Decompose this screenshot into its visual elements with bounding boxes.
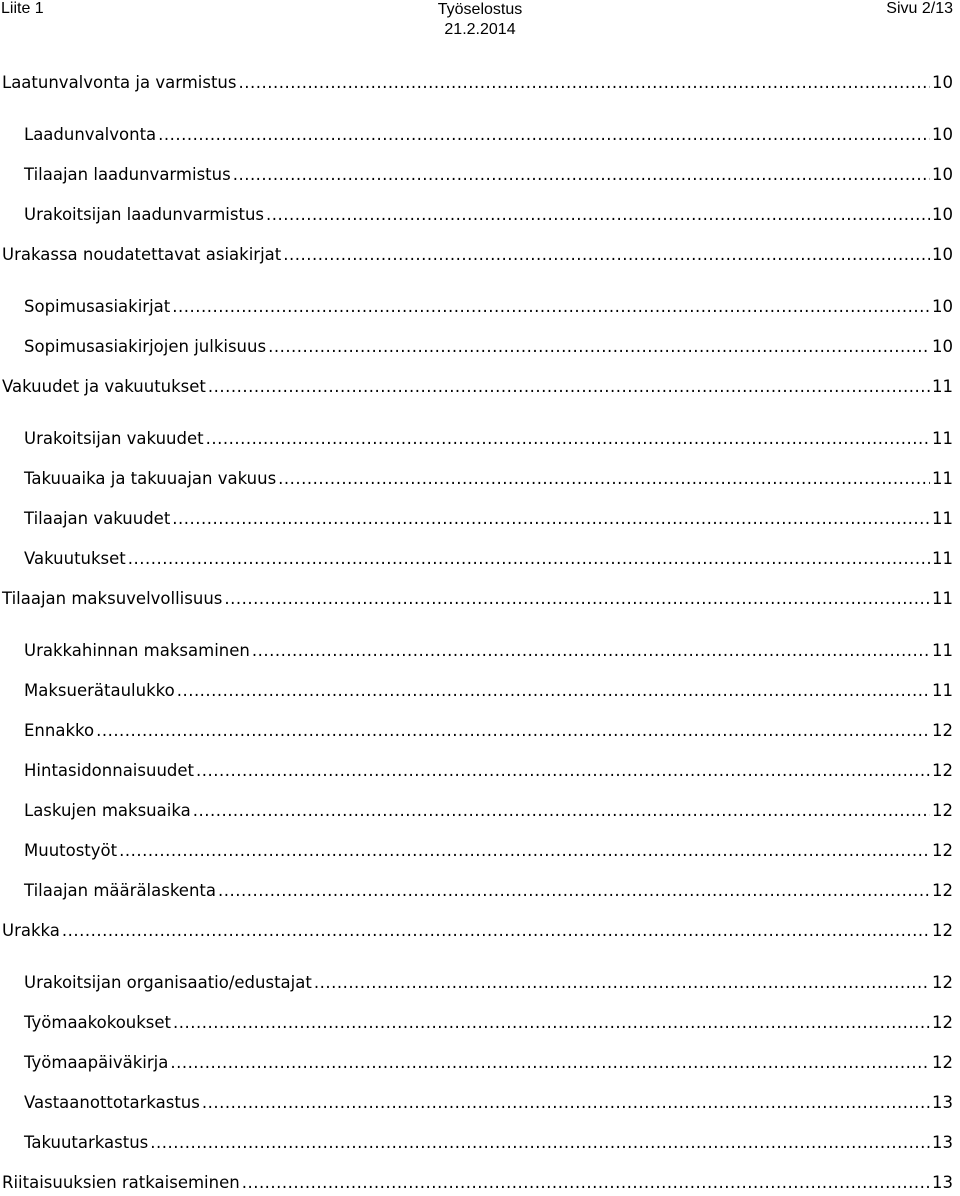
toc-entry-title: Työmaapäiväkirja bbox=[24, 1053, 169, 1072]
toc-entry-title: Sopimusasiakirjat bbox=[24, 297, 171, 316]
toc-entry-title: Laatunvalvonta ja varmistus bbox=[2, 73, 237, 92]
toc-leader-dots bbox=[172, 297, 930, 316]
toc-leader-dots bbox=[150, 1133, 930, 1152]
toc-leader-dots bbox=[196, 761, 930, 780]
toc-entry-page: 13 bbox=[932, 1173, 953, 1192]
toc-leader-dots bbox=[208, 377, 930, 396]
toc-entry-page: 11 bbox=[932, 509, 953, 528]
toc-entry-page: 12 bbox=[932, 801, 953, 820]
toc-entry-page: 12 bbox=[932, 921, 953, 940]
toc-entry[interactable] bbox=[24, 464, 953, 488]
toc-entry-page: 12 bbox=[932, 1053, 953, 1072]
toc-entry-page: 10 bbox=[932, 165, 953, 184]
toc-entry-page: 11 bbox=[932, 549, 953, 568]
toc-entry-title: Vakuudet ja vakuutukset bbox=[2, 377, 206, 396]
toc-leader-dots bbox=[233, 165, 930, 184]
toc-entry-page: 11 bbox=[932, 429, 953, 448]
toc-entry[interactable] bbox=[24, 544, 953, 568]
toc-leader-dots bbox=[239, 73, 931, 92]
toc-leader-dots bbox=[242, 1173, 930, 1192]
toc-entry-page: 12 bbox=[932, 721, 953, 740]
toc-entry[interactable] bbox=[2, 68, 953, 92]
toc-entry[interactable] bbox=[24, 796, 953, 820]
toc-entry[interactable] bbox=[24, 876, 953, 900]
toc-entry[interactable] bbox=[2, 1168, 953, 1192]
toc-entry-title: Urakoitsijan laadunvarmistus bbox=[24, 205, 265, 224]
toc-entry[interactable] bbox=[24, 1088, 953, 1112]
toc-entry-title: Tilaajan laadunvarmistus bbox=[24, 165, 231, 184]
document-date: 21.2.2014 bbox=[444, 21, 516, 38]
toc-leader-dots bbox=[119, 841, 930, 860]
toc-leader-dots bbox=[314, 973, 930, 992]
toc-entry-title: Muutostyöt bbox=[24, 841, 118, 860]
toc-entry-title: Laadunvalvonta bbox=[24, 125, 157, 144]
toc-entry-title: Hintasidonnaisuudet bbox=[24, 761, 194, 780]
toc-entry[interactable] bbox=[2, 372, 953, 396]
toc-entry-page: 12 bbox=[932, 881, 953, 900]
toc-leader-dots bbox=[96, 721, 930, 740]
toc-entry-page: 11 bbox=[932, 377, 953, 396]
toc-entry[interactable] bbox=[24, 1048, 953, 1072]
toc-entry-page: 11 bbox=[932, 681, 953, 700]
toc-entry-page: 11 bbox=[932, 469, 953, 488]
toc-leader-dots bbox=[128, 549, 930, 568]
toc-entry-title: Urakassa noudatettavat asiakirjat bbox=[2, 245, 282, 264]
toc-entry-title: Tilaajan määrälaskenta bbox=[24, 881, 216, 900]
toc-entry-page: 12 bbox=[932, 973, 953, 992]
toc-entry-page: 12 bbox=[932, 1013, 953, 1032]
toc-entry-page: 10 bbox=[932, 205, 953, 224]
toc-entry-title: Urakoitsijan organisaatio/edustajat bbox=[24, 973, 312, 992]
toc-entry-title: Urakkahinnan maksaminen bbox=[24, 641, 250, 660]
document-title-block bbox=[0, 0, 960, 40]
toc-leader-dots bbox=[193, 801, 930, 820]
toc-leader-dots bbox=[202, 1093, 930, 1112]
toc-entry[interactable] bbox=[24, 160, 953, 184]
toc-leader-dots bbox=[252, 641, 930, 660]
toc-entry[interactable] bbox=[24, 968, 953, 992]
toc-entry-page: 10 bbox=[932, 125, 953, 144]
toc-leader-dots bbox=[283, 245, 930, 264]
toc-entry-title: Vastaanottotarkastus bbox=[24, 1093, 200, 1112]
toc-leader-dots bbox=[268, 337, 930, 356]
toc-entry[interactable] bbox=[24, 1128, 953, 1152]
toc-entry-title: Tilaajan vakuudet bbox=[24, 509, 171, 528]
toc-entry-page: 12 bbox=[932, 761, 953, 780]
toc-leader-dots bbox=[62, 921, 930, 940]
toc-entry-page: 12 bbox=[932, 841, 953, 860]
toc-entry[interactable] bbox=[2, 916, 953, 940]
toc-entry[interactable] bbox=[24, 424, 953, 448]
toc-leader-dots bbox=[173, 1013, 930, 1032]
toc-entry-page: 11 bbox=[932, 589, 953, 608]
attachment-label: Liite 1 bbox=[1, 0, 44, 17]
document-title: Työselostus bbox=[437, 1, 523, 18]
toc-leader-dots bbox=[218, 881, 930, 900]
toc-entry-title: Urakoitsijan vakuudet bbox=[24, 429, 204, 448]
toc-leader-dots bbox=[177, 681, 930, 700]
toc-entry-page: 10 bbox=[932, 73, 953, 92]
toc-entry-page: 13 bbox=[932, 1093, 953, 1112]
toc-entry[interactable] bbox=[24, 676, 953, 700]
toc-leader-dots bbox=[206, 429, 930, 448]
toc-entry-page: 10 bbox=[932, 245, 953, 264]
toc-entry-title: Urakka bbox=[2, 921, 60, 940]
toc-entry-title: Ennakko bbox=[24, 721, 95, 740]
toc-entry[interactable] bbox=[24, 200, 953, 224]
toc-entry-title: Sopimusasiakirjojen julkisuus bbox=[24, 337, 267, 356]
toc-entry[interactable] bbox=[24, 716, 953, 740]
toc-entry[interactable] bbox=[24, 836, 953, 860]
toc-entry[interactable] bbox=[24, 504, 953, 528]
toc-leader-dots bbox=[278, 469, 930, 488]
toc-entry[interactable] bbox=[24, 292, 953, 316]
toc-entry-page: 10 bbox=[932, 297, 953, 316]
toc-entry-title: Tilaajan maksuvelvollisuus bbox=[2, 589, 223, 608]
toc-entry-title: Riitaisuuksien ratkaiseminen bbox=[2, 1173, 240, 1192]
page-header bbox=[0, 0, 960, 44]
toc-leader-dots bbox=[266, 205, 930, 224]
toc-entry[interactable] bbox=[24, 332, 953, 356]
toc-leader-dots bbox=[172, 509, 930, 528]
toc-leader-dots bbox=[224, 589, 930, 608]
toc-entry-title: Takuuaika ja takuuajan vakuus bbox=[24, 469, 277, 488]
toc-entry[interactable] bbox=[24, 636, 953, 660]
toc-entry-title: Laskujen maksuaika bbox=[24, 801, 191, 820]
toc-entry-title: Työmaakokoukset bbox=[24, 1013, 172, 1032]
toc-entry[interactable] bbox=[24, 1008, 953, 1032]
toc-entry-page: 10 bbox=[932, 337, 953, 356]
toc-entry-page: 13 bbox=[932, 1133, 953, 1152]
toc-entry[interactable] bbox=[24, 120, 953, 144]
toc-leader-dots bbox=[158, 125, 930, 144]
toc-entry[interactable] bbox=[2, 240, 953, 264]
toc-entry[interactable] bbox=[2, 584, 953, 608]
page-number: Sivu 2/13 bbox=[886, 0, 953, 17]
toc-entry-page: 11 bbox=[932, 641, 953, 660]
toc-entry-title: Maksuerätaulukko bbox=[24, 681, 175, 700]
toc-entry-title: Takuutarkastus bbox=[24, 1133, 149, 1152]
toc-entry-title: Vakuutukset bbox=[24, 549, 126, 568]
toc-entry[interactable] bbox=[24, 756, 953, 780]
toc-leader-dots bbox=[170, 1053, 930, 1072]
